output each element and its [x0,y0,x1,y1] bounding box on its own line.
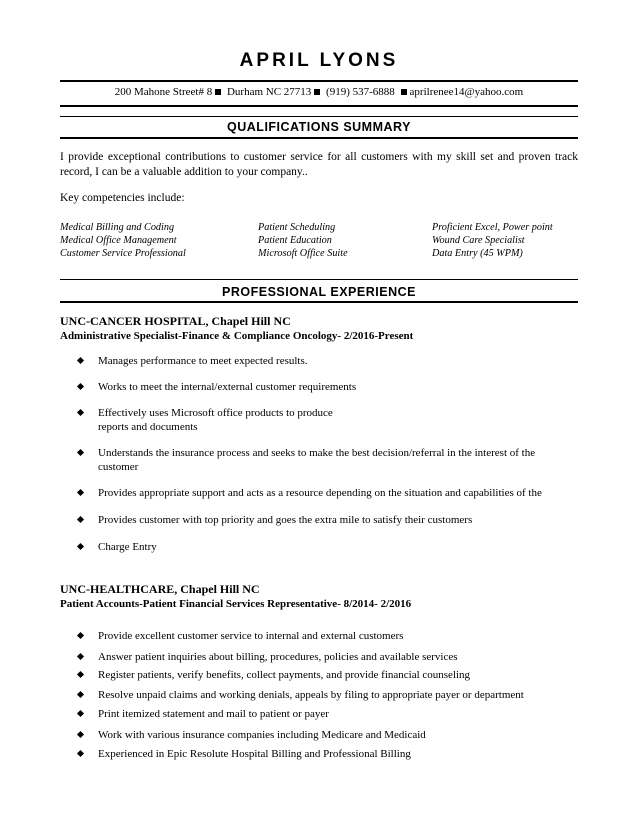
competencies-column-2 [258,221,428,260]
job-position: Administrative Specialist-Finance & Compliance Oncology- 2/2016-Present [60,330,414,342]
summary-paragraph: I provide exceptional contributions to customer service for all customers with my skill set and proven track record, I can be a valuable addition to your company.. [60,151,578,178]
contact-line [0,86,638,98]
diamond-bullet-icon [77,449,84,456]
diamond-bullet-icon [77,691,84,698]
competency-item: Data Entry (45 WPM) [432,248,523,259]
diamond-bullet-icon [77,731,84,738]
competency-item: Medical Office Management [60,235,177,246]
competency-item: Proficient Excel, Power point [432,222,553,233]
diamond-bullet-icon [77,516,84,523]
job-employer: UNC-HEALTHCARE, Chapel Hill NC [60,582,260,596]
job-employer: UNC-CANCER HOSPITAL, Chapel Hill NC [60,314,291,328]
diamond-bullet-icon [77,489,84,496]
diamond-bullet-icon [77,383,84,390]
diamond-bullet-icon [77,357,84,364]
diamond-bullet-icon [77,543,84,550]
contact-address: 200 Mahone Street# 8 [114,86,213,98]
experience-heading: PROFESSIONAL EXPERIENCE [222,285,416,299]
job-position: Patient Accounts-Patient Financial Services Representative- 8/2014- 2/2016 [60,598,412,610]
summary-heading: QUALIFICATIONS SUMMARY [227,120,411,134]
diamond-bullet-icon [77,750,84,757]
contact-city: Durham NC 27713 [226,86,312,98]
diamond-bullet-icon [77,632,84,639]
contact-email[interactable]: aprilrenee14@yahoo.com [409,86,524,98]
diamond-bullet-icon [77,671,84,678]
competencies-intro: Key competencies include: [60,192,185,204]
experience-bottom-rule [60,301,578,303]
candidate-name: APRIL LYONS [239,50,399,71]
competency-item: Wound Care Specialist [432,235,525,246]
competency-item: Microsoft Office Suite [258,248,348,259]
summary-bottom-rule [60,137,578,139]
diamond-bullet-icon [77,409,84,416]
summary-top-rule [60,116,578,117]
competency-item: Medical Billing and Coding [60,222,175,233]
header-top-rule [60,80,578,82]
competencies-column-1 [60,221,260,260]
diamond-bullet-icon [77,653,84,660]
square-bullet-icon [401,89,407,95]
competency-item: Patient Education [258,235,332,246]
contact-phone: (919) 537-6888 [326,86,395,98]
competency-item: Customer Service Professional [60,248,186,259]
experience-top-rule [60,279,578,280]
square-bullet-icon [215,89,221,95]
header-bottom-rule [60,105,578,107]
competencies-column-3 [432,221,582,260]
square-bullet-icon [314,89,320,95]
competency-item: Patient Scheduling [258,222,336,233]
diamond-bullet-icon [77,710,84,717]
